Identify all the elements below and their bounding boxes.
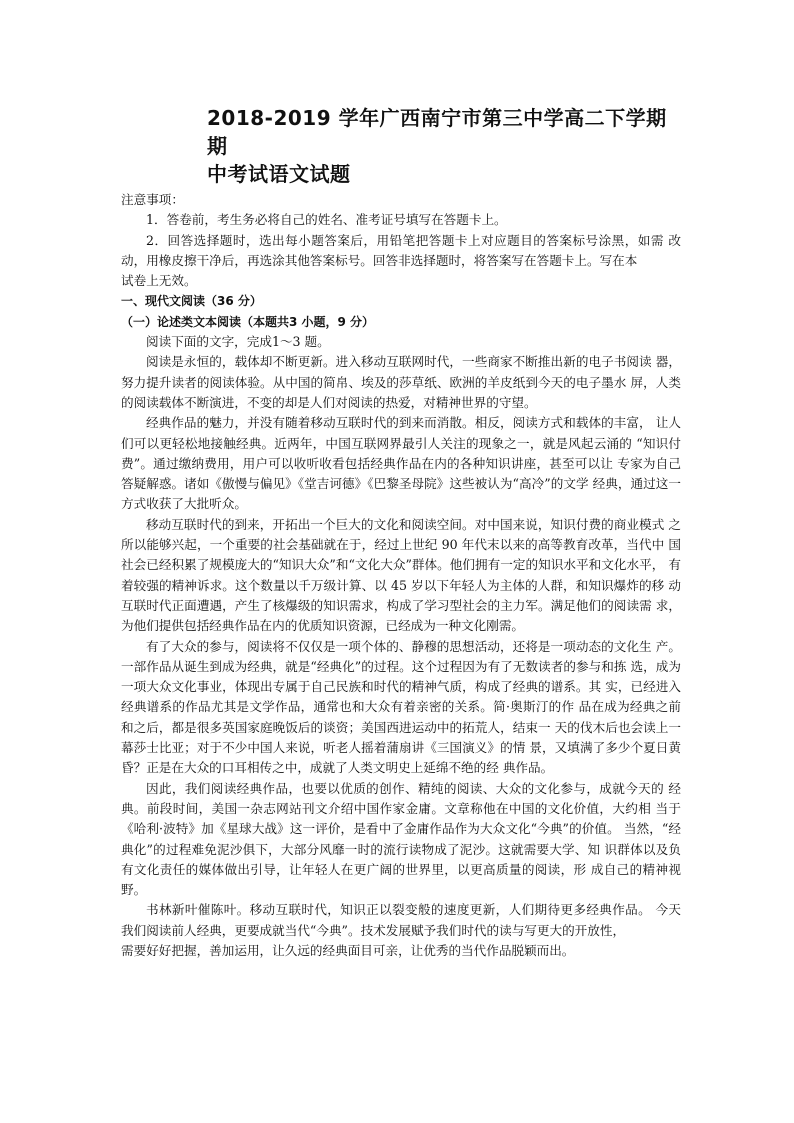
document-title (207, 104, 687, 188)
title-line-1: 2018-2019 学年广西南宁市第三中学高二下学期期 (207, 106, 667, 158)
paragraph-2: 经典作品的魅力，并没有随着移动互联时代的到来而消散。相反，阅读方式和载体的丰富， 让人们可以更轻松地接触经典。近两年，中国互联网界最引人关注的现象之一，就是风起云涌的 “知识付费”。通过缴纳费用，用户可以收听收看包括经典作品在内的各种知识讲座，甚至可以让 专家为自己答疑解惑。诸如《傲慢与偏见》《堂吉诃德》《巴黎圣母院》这些被认为“高冷”的文学 经典，通过这一方式收获了大批听众。 (121, 415, 681, 512)
notice-heading: 注意事项： (121, 192, 184, 207)
paragraph-6-last-line: 需要好好把握，善加运用，让久远的经典面目可亲，让优秀的当代作品脱颖而出。 (121, 942, 575, 958)
reading-instruction: 阅读下面的文字，完成1～3 题。 (146, 334, 330, 350)
paragraph-1: 阅读是永恒的，载体却不断更新。进入移动互联网时代，一些商家不断推出新的电子书阅读 器，努力提升读者的阅读体验。从中国的简帛、埃及的莎草纸、欧洲的羊皮纸到今天的电子墨水 屏，人类的阅读载体不断演进，不变的却是人们对阅读的热爱，对精神世界的守望。 (121, 354, 681, 410)
title-line-2: 中考试语文试题 (207, 162, 351, 186)
paragraph-6: 书林新叶催陈叶。移动互联时代，知识正以裂变般的速度更新，人们期待更多经典作品。 今天 我们阅读前人经典，更要成就当代“今典”。技术发展赋予我们时代的读与写更大的开放性， (121, 902, 681, 938)
paragraph-5: 因此，我们阅读经典作品，也要以优质的创作、精纯的阅读、大众的文化参与，成就今天的 经典。前段时间，美国一杂志网站刊文介绍中国作家金庸。文章称他在中国的文化价值，大约相 当于《哈利·波特》加《星球大战》这一评价，是看中了金庸作品作为大众文化“今典”的价值。 当然，“经典化”的过程难免泥沙俱下，大部分风靡一时的流行读物成了泥沙。这就需要大学、知 识群体以及负有文化责任的媒体做出引导，让年轻人在更广阔的世界里，以更高质量的阅读，形 成自己的精神视野。 (121, 780, 681, 898)
subsection-heading: （一）论述类文本阅读（本题共3 小题，9 分） (121, 314, 375, 329)
document-body (121, 190, 681, 961)
notice-item-1: 1．答卷前，考生务必将自己的姓名、准考证号填写在答题卡上。 (146, 212, 507, 228)
paragraph-4: 有了大众的参与，阅读将不仅仅是一项个体的、静穆的思想活动，还将是一项动态的文化生 产。一部作品从诞生到成为经典，就是“经典化”的过程。这个过程因为有了无数读者的参与和拣 选，成为一项大众文化事业，体现出专属于自己民族和时代的精神气质，构成了经典的谱系。其 实，已经进入经典谱系的作品尤其是文学作品，通常也和大众有着亲密的关系。简·奥斯汀的作 品在成为经典之前和之后，都是很多英国家庭晚饭后的谈资；美国西进运动中的拓荒人，结束一 天的伐木后也会读上一幕莎士比亚；对于不少中国人来说，听老人摇着蒲扇讲《三国演义》的情 景，又填满了多少个夏日黄昏？正是在大众的口耳相传之中，成就了人类文明史上延绵不绝的经 典作品。 (121, 638, 681, 776)
notice-item-2-continued: 试卷上无效。 (121, 273, 197, 289)
section-heading: 一、现代文阅读（36 分） (121, 294, 262, 309)
paragraph-3: 移动互联时代的到来，开拓出一个巨大的文化和阅读空间。对中国来说，知识付费的商业模式 之所以能够兴起，一个重要的社会基础就在于，经过上世纪 90 年代末以来的高等教育改革，当代中 国社会已经积累了规模庞大的“知识大众”和“文化大众”群体。他们拥有一定的知识水平和文化水平， 有着较强的精神诉求。这个数量以千万级计算、以 45 岁以下年轻人为主体的人群，和知识爆炸的移 动互联时代正面遭遇，产生了核爆级的知识需求，构成了学习型社会的主力军。满足他们的阅读需 求，为他们提供包括经典作品在内的优质知识资源，已经成为一种文化刚需。 (121, 516, 681, 634)
notice-item-2: 2．回答选择题时，选出每小题答案后，用铅笔把答题卡上对应题目的答案标号涂黑，如需 改动，用橡皮擦干净后，再选涂其他答案标号。回答非选择题时，将答案写在答题卡上。写在本 (121, 232, 681, 268)
